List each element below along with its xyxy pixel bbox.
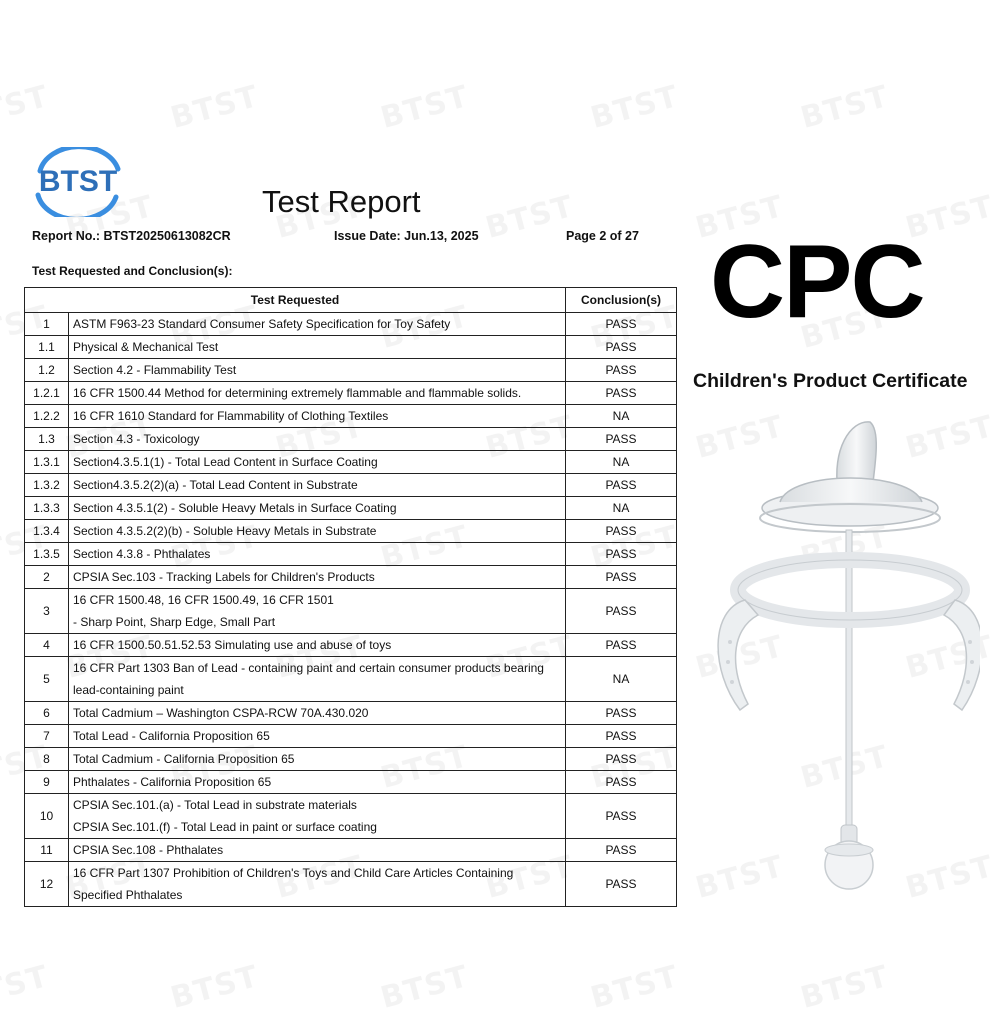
watermark xyxy=(167,79,262,136)
row-conclusion: PASS xyxy=(566,725,677,748)
row-conclusion: NA xyxy=(566,657,677,702)
row-number: 2 xyxy=(25,566,69,589)
row-description-line: Phthalates - California Proposition 65 xyxy=(73,775,272,789)
table-row xyxy=(25,336,677,359)
row-conclusion: PASS xyxy=(566,771,677,794)
row-description xyxy=(69,862,566,907)
row-number: 1.3.3 xyxy=(25,497,69,520)
report-number: Report No.: BTST20250613082CR xyxy=(32,229,231,243)
table-row xyxy=(25,382,677,405)
row-conclusion: PASS xyxy=(566,336,677,359)
row-conclusion: NA xyxy=(566,405,677,428)
row-description-line: 16 CFR Part 1307 Prohibition of Children's Toys and Child Care Articles Containing xyxy=(73,866,514,880)
table-row xyxy=(25,313,677,336)
row-description-line: CPSIA Sec.101.(f) - Total Lead in paint or surface coating xyxy=(73,820,377,834)
table-row xyxy=(25,634,677,657)
section-title: Test Requested and Conclusion(s): xyxy=(32,264,233,278)
row-description xyxy=(69,520,566,543)
sippy-cup-lid-product-image xyxy=(700,410,980,895)
table-row xyxy=(25,520,677,543)
row-conclusion: PASS xyxy=(566,839,677,862)
table-row xyxy=(25,589,677,634)
row-number: 1.3.1 xyxy=(25,451,69,474)
table-row xyxy=(25,451,677,474)
row-description xyxy=(69,474,566,497)
row-description-line: Section4.3.5.1(1) - Total Lead Content in Surface Coating xyxy=(73,455,378,469)
row-conclusion: PASS xyxy=(566,566,677,589)
row-description-line: ASTM F963-23 Standard Consumer Safety Specification for Toy Safety xyxy=(73,317,451,331)
row-description-line: Total Cadmium – Washington CSPA-RCW 70A.430.020 xyxy=(73,706,369,720)
table-row xyxy=(25,543,677,566)
row-description xyxy=(69,725,566,748)
row-description xyxy=(69,451,566,474)
row-conclusion: PASS xyxy=(566,589,677,634)
watermark xyxy=(587,959,682,1016)
btst-logo xyxy=(30,147,126,217)
row-description xyxy=(69,566,566,589)
row-description xyxy=(69,359,566,382)
row-number: 10 xyxy=(25,794,69,839)
row-description-line: CPSIA Sec.101.(a) - Total Lead in substrate materials xyxy=(73,798,357,812)
watermark xyxy=(377,79,472,136)
row-conclusion: PASS xyxy=(566,702,677,725)
row-conclusion: PASS xyxy=(566,313,677,336)
row-description xyxy=(69,839,566,862)
table-row xyxy=(25,428,677,451)
row-description xyxy=(69,405,566,428)
cpc-heading: CPC xyxy=(710,224,924,340)
cpc-subtitle: Children's Product Certificate xyxy=(693,370,968,392)
row-description xyxy=(69,589,566,634)
table-row xyxy=(25,566,677,589)
row-conclusion: NA xyxy=(566,451,677,474)
table-header-row xyxy=(25,288,677,313)
row-description-line: 16 CFR 1500.48, 16 CFR 1500.49, 16 CFR 1501 xyxy=(73,593,334,607)
row-number: 1.3 xyxy=(25,428,69,451)
column-header-test: Test Requested xyxy=(25,288,566,313)
row-description-line: Section4.3.5.2(2)(a) - Total Lead Content in Substrate xyxy=(73,478,358,492)
test-results-table xyxy=(24,287,677,907)
row-number: 1.3.2 xyxy=(25,474,69,497)
row-conclusion: NA xyxy=(566,497,677,520)
watermark xyxy=(797,959,892,1016)
row-description xyxy=(69,382,566,405)
row-description-line: Total Cadmium - California Proposition 65 xyxy=(73,752,295,766)
row-description-line: Section 4.3.5.2(2)(b) - Soluble Heavy Metals in Substrate xyxy=(73,524,377,538)
row-conclusion: PASS xyxy=(566,428,677,451)
table-row xyxy=(25,474,677,497)
row-conclusion: PASS xyxy=(566,359,677,382)
watermark xyxy=(587,79,682,136)
row-conclusion: PASS xyxy=(566,543,677,566)
table-row xyxy=(25,748,677,771)
row-conclusion: PASS xyxy=(566,862,677,907)
row-description-line: Physical & Mechanical Test xyxy=(73,340,219,354)
issue-date: Issue Date: Jun.13, 2025 xyxy=(334,229,479,243)
row-description-line: 16 CFR 1500.50.51.52.53 Simulating use and abuse of toys xyxy=(73,638,392,652)
row-number: 1.1 xyxy=(25,336,69,359)
watermark xyxy=(0,959,52,1016)
table-row xyxy=(25,725,677,748)
table-row xyxy=(25,839,677,862)
row-description xyxy=(69,428,566,451)
row-conclusion: PASS xyxy=(566,474,677,497)
row-conclusion: PASS xyxy=(566,794,677,839)
watermark xyxy=(482,189,577,246)
table-row xyxy=(25,794,677,839)
row-description-line: CPSIA Sec.108 - Phthalates xyxy=(73,843,224,857)
row-description-line: Section 4.3.5.1(2) - Soluble Heavy Metals in Surface Coating xyxy=(73,501,397,515)
watermark xyxy=(0,79,52,136)
row-number: 1.2 xyxy=(25,359,69,382)
row-description-line: - Sharp Point, Sharp Edge, Small Part xyxy=(73,615,276,629)
table-row xyxy=(25,702,677,725)
row-description xyxy=(69,657,566,702)
table-row xyxy=(25,862,677,907)
row-number: 1.3.5 xyxy=(25,543,69,566)
row-description-line: CPSIA Sec.103 - Tracking Labels for Children's Products xyxy=(73,570,375,584)
row-conclusion: PASS xyxy=(566,520,677,543)
row-number: 9 xyxy=(25,771,69,794)
row-conclusion: PASS xyxy=(566,748,677,771)
table-row xyxy=(25,405,677,428)
watermark xyxy=(797,79,892,136)
row-description xyxy=(69,771,566,794)
row-conclusion: PASS xyxy=(566,382,677,405)
table-row xyxy=(25,497,677,520)
row-number: 4 xyxy=(25,634,69,657)
row-number: 1.2.1 xyxy=(25,382,69,405)
row-description xyxy=(69,543,566,566)
row-number: 5 xyxy=(25,657,69,702)
row-description-line: Section 4.2 - Flammability Test xyxy=(73,363,237,377)
table-row xyxy=(25,771,677,794)
row-number: 12 xyxy=(25,862,69,907)
row-description xyxy=(69,748,566,771)
watermark xyxy=(377,959,472,1016)
row-description-line: Total Lead - California Proposition 65 xyxy=(73,729,270,743)
row-description-line: 16 CFR Part 1303 Ban of Lead - containing paint and certain consumer products bearing xyxy=(73,661,544,675)
table-row xyxy=(25,359,677,382)
row-description-line: 16 CFR 1500.44 Method for determining extremely flammable and flammable solids. xyxy=(73,386,522,400)
row-number: 7 xyxy=(25,725,69,748)
logo-text: BTST xyxy=(38,165,118,198)
row-conclusion: PASS xyxy=(566,634,677,657)
row-description xyxy=(69,336,566,359)
row-number: 6 xyxy=(25,702,69,725)
row-description-line: Section 4.3 - Toxicology xyxy=(73,432,200,446)
table-row xyxy=(25,657,677,702)
row-number: 11 xyxy=(25,839,69,862)
row-description-line: Section 4.3.8 - Phthalates xyxy=(73,547,211,561)
row-description xyxy=(69,634,566,657)
watermark xyxy=(167,959,262,1016)
row-number: 1.2.2 xyxy=(25,405,69,428)
row-description-line: lead-containing paint xyxy=(73,683,184,697)
row-description xyxy=(69,702,566,725)
page-number: Page 2 of 27 xyxy=(566,229,639,243)
column-header-conclusion: Conclusion(s) xyxy=(566,288,677,313)
row-number: 8 xyxy=(25,748,69,771)
row-number: 1 xyxy=(25,313,69,336)
row-description xyxy=(69,497,566,520)
row-description-line: 16 CFR 1610 Standard for Flammability of Clothing Textiles xyxy=(73,409,389,423)
row-number: 1.3.4 xyxy=(25,520,69,543)
report-title: Test Report xyxy=(262,184,421,219)
row-description xyxy=(69,794,566,839)
row-description xyxy=(69,313,566,336)
row-number: 3 xyxy=(25,589,69,634)
row-description-line: Specified Phthalates xyxy=(73,888,183,902)
